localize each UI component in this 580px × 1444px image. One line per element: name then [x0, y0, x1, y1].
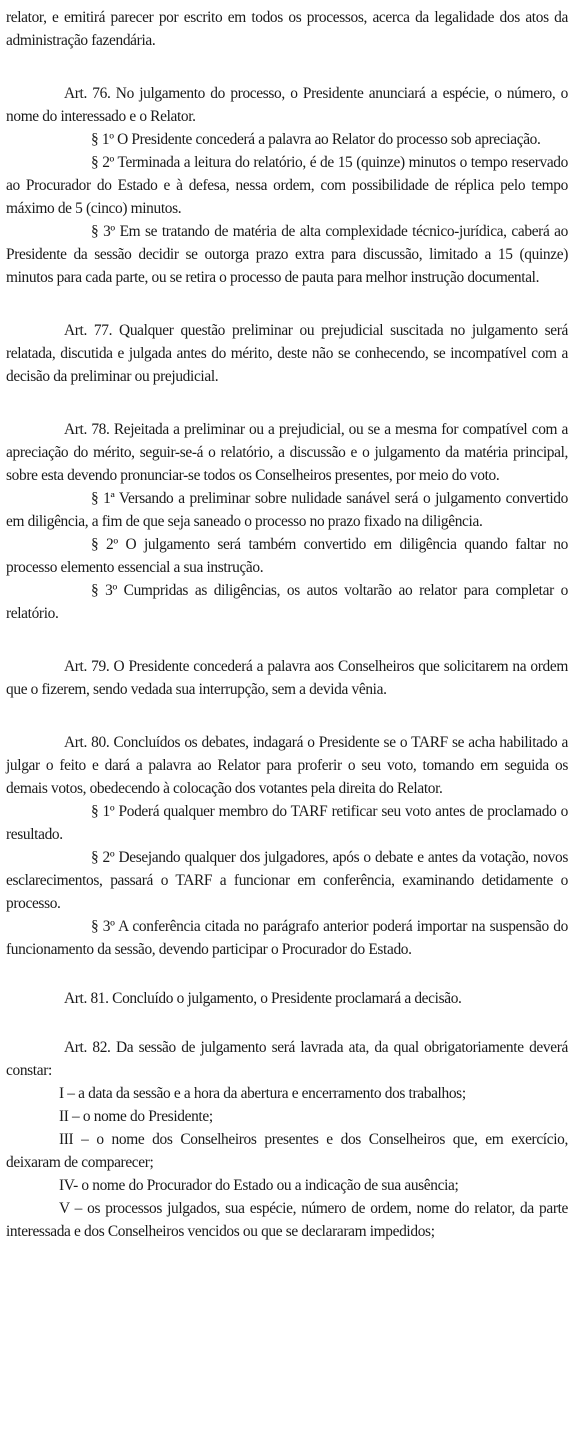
intro-paragraph: relator, e emitirá parecer por escrito em todos os processos, acerca da legalidade dos atos da administração fazendária.	[6, 9, 568, 49]
article-76-paragraph-1: § 1º O Presidente concederá a palavra ao Relator do processo sob apreciação.	[91, 131, 541, 148]
article-82-item-iv: IV- o nome do Procurador do Estado ou a indicação de sua ausência;	[59, 1177, 459, 1194]
article-80: Art. 80. Concluídos os debates, indagará o Presidente se o TARF se acha habilitado a julgar o feito e dará a palavra ao Relator para proferir o seu voto, tomando em seguida os demais votos, obedecendo à colocação dos votantes pela direita do Relator.	[6, 734, 568, 797]
article-78-paragraph-2: § 2º O julgamento será também convertido em diligência quando faltar no processo elemento essencial a sua instrução.	[6, 536, 568, 576]
article-76-paragraph-2: § 2º Terminada a leitura do relatório, é de 15 (quinze) minutos o tempo reservado ao Procurador do Estado e à defesa, nessa ordem, com possibilidade de réplica pelo tempo máximo de 5 (cinco) minutos.	[6, 154, 568, 217]
article-78-paragraph-3: § 3º Cumpridas as diligências, os autos voltarão ao relator para completar o relatório.	[6, 582, 568, 622]
article-76-paragraph-3: § 3º Em se tratando de matéria de alta complexidade técnico-jurídica, caberá ao Presidente da sessão decidir se outorga prazo extra para discussão, limitado a 15 (quinze) minutos para cada parte, ou se retira o processo de pauta para melhor instrução documental.	[6, 223, 568, 286]
article-81: Art. 81. Concluído o julgamento, o Presidente proclamará a decisão.	[64, 990, 462, 1007]
article-78: Art. 78. Rejeitada a preliminar ou a prejudicial, ou se a mesma for compatível com a apreciação do mérito, seguir-se-á o relatório, a discussão e o julgamento da matéria principal, sobre esta devendo pronunciar-se todos os Conselheiros presentes, por meio do voto.	[6, 421, 568, 484]
article-82-item-i: I – a data da sessão e a hora da abertura e encerramento dos trabalhos;	[59, 1085, 466, 1102]
article-78-paragraph-1: § 1ª Versando a preliminar sobre nulidade sanável será o julgamento convertido em diligência, a fim de que seja saneado o processo no prazo fixado na diligência.	[6, 490, 568, 530]
article-82-item-ii: II – o nome do Presidente;	[59, 1108, 213, 1125]
article-79: Art. 79. O Presidente concederá a palavra aos Conselheiros que solicitarem na ordem que o fizerem, sendo vedada sua interrupção, sem a devida vênia.	[6, 658, 568, 698]
article-80-paragraph-2: § 2º Desejando qualquer dos julgadores, após o debate e antes da votação, novos esclarecimentos, passará o TARF a funcionar em conferência, examinando detidamente o processo.	[6, 849, 568, 912]
article-82-item-iii: III – o nome dos Conselheiros presentes e dos Conselheiros que, em exercício, deixaram de comparecer;	[6, 1131, 568, 1171]
article-77: Art. 77. Qualquer questão preliminar ou prejudicial suscitada no julgamento será relatada, discutida e julgada antes do mérito, deste não se conhecendo, se incompatível com a decisão da preliminar ou prejudicial.	[6, 322, 568, 385]
article-80-paragraph-3: § 3º A conferência citada no parágrafo anterior poderá importar na suspensão do funcionamento da sessão, devendo participar o Procurador do Estado.	[6, 918, 568, 958]
article-82-item-v: V – os processos julgados, sua espécie, número de ordem, nome do relator, da parte interessada e dos Conselheiros vencidos ou que se declararam impedidos;	[6, 1200, 568, 1240]
article-80-paragraph-1: § 1º Poderá qualquer membro do TARF retificar seu voto antes de proclamado o resultado.	[6, 803, 568, 843]
article-76: Art. 76. No julgamento do processo, o Presidente anunciará a espécie, o número, o nome do interessado e o Relator.	[6, 85, 568, 125]
article-82: Art. 82. Da sessão de julgamento será lavrada ata, da qual obrigatoriamente deverá constar:	[6, 1039, 568, 1079]
